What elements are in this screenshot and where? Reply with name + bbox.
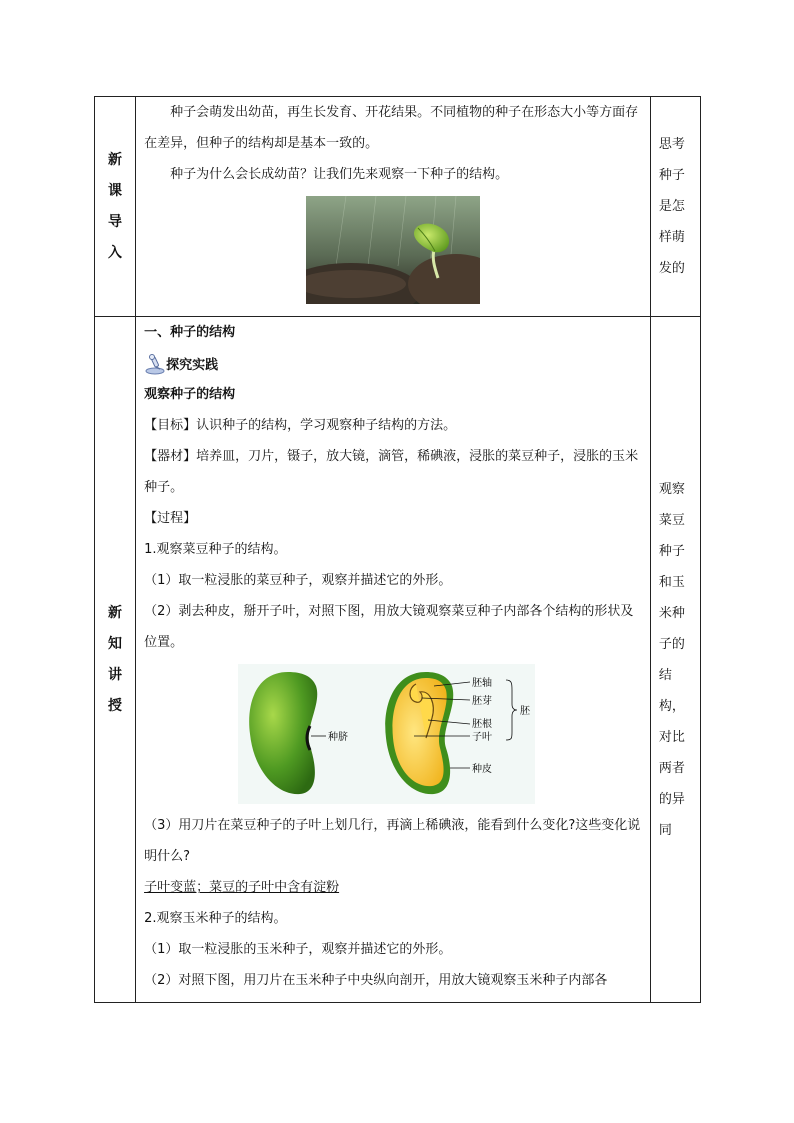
intro-question: 种子为什么会长成幼苗？让我们先来观察一下种子的结构。 — [170, 167, 509, 182]
lesson-row — [95, 317, 701, 1003]
microscope-icon — [144, 353, 166, 375]
label-radicle: 胚根 — [472, 719, 493, 730]
intro-row — [95, 97, 701, 317]
intro-paragraph: 种子会萌发出幼苗，再生长发育、开花结果。不同植物的种子在形态大小等方面存在差异，但种子的结构却是基本一致的。 — [144, 105, 639, 151]
step-1-3: （3）用刀片在菜豆种子的子叶上划几行，再滴上稀碘液，能看到什么变化?这些变化说明什么? — [144, 818, 641, 864]
step-1-1: （1）取一粒浸胀的菜豆种子，观察并描述它的外形。 — [144, 573, 452, 588]
step-1-2: （2）剥去种皮，掰开子叶，对照下图，用放大镜观察菜豆种子内部各个结构的形状及位置。 — [144, 604, 634, 650]
step-1: 1.观察菜豆种子的结构。 — [144, 542, 287, 557]
lesson-side-note: 观察 菜豆 种子 和玉 米种 子的 结 构， 对比 两者 的异 同 — [650, 317, 700, 1003]
label-cotyledon: 子叶 — [472, 732, 493, 743]
label-seed-coat: 种皮 — [472, 764, 493, 775]
intro-side-note: 思考 种子 是怎 样萌 发的 — [650, 97, 700, 317]
section-title: 一、种子的结构 — [144, 325, 236, 340]
step-2-1: （1）取一粒浸胀的玉米种子，观察并描述它的外形。 — [144, 942, 452, 957]
explore-heading — [144, 348, 643, 379]
activity-title: 观察种子的结构 — [144, 387, 236, 402]
answer-text: 子叶变蓝；菜豆的子叶中含有淀粉 — [144, 880, 340, 895]
bean-seed-diagram — [238, 664, 535, 804]
explore-title: 探究实践 — [166, 358, 219, 373]
label-embryo-axis: 胚轴 — [472, 678, 493, 689]
lesson-content — [136, 317, 651, 1003]
intro-content — [136, 97, 651, 317]
step-2-2: （2）对照下图，用刀片在玉米种子中央纵向剖开，用放大镜观察玉米种子内部各 — [144, 973, 608, 988]
step-2: 2.观察玉米种子的结构。 — [144, 911, 287, 926]
label-embryo: 胚 — [520, 706, 531, 717]
lesson-table — [94, 96, 701, 1003]
label-hilum: 种脐 — [328, 732, 349, 743]
label-plumule: 胚芽 — [472, 696, 493, 707]
sprouting-seed-photo — [306, 196, 480, 304]
goal-text: 【目标】认识种子的结构，学习观察种子结构的方法。 — [144, 418, 457, 433]
materials-text: 【器材】培养皿，刀片，镊子，放大镜，滴管，稀碘液，浸胀的菜豆种子，浸胀的玉米种子。 — [144, 449, 639, 495]
process-title: 【过程】 — [144, 511, 197, 526]
intro-label: 新 课 导 入 — [95, 97, 136, 317]
lesson-label: 新 知 讲 授 — [95, 317, 136, 1003]
